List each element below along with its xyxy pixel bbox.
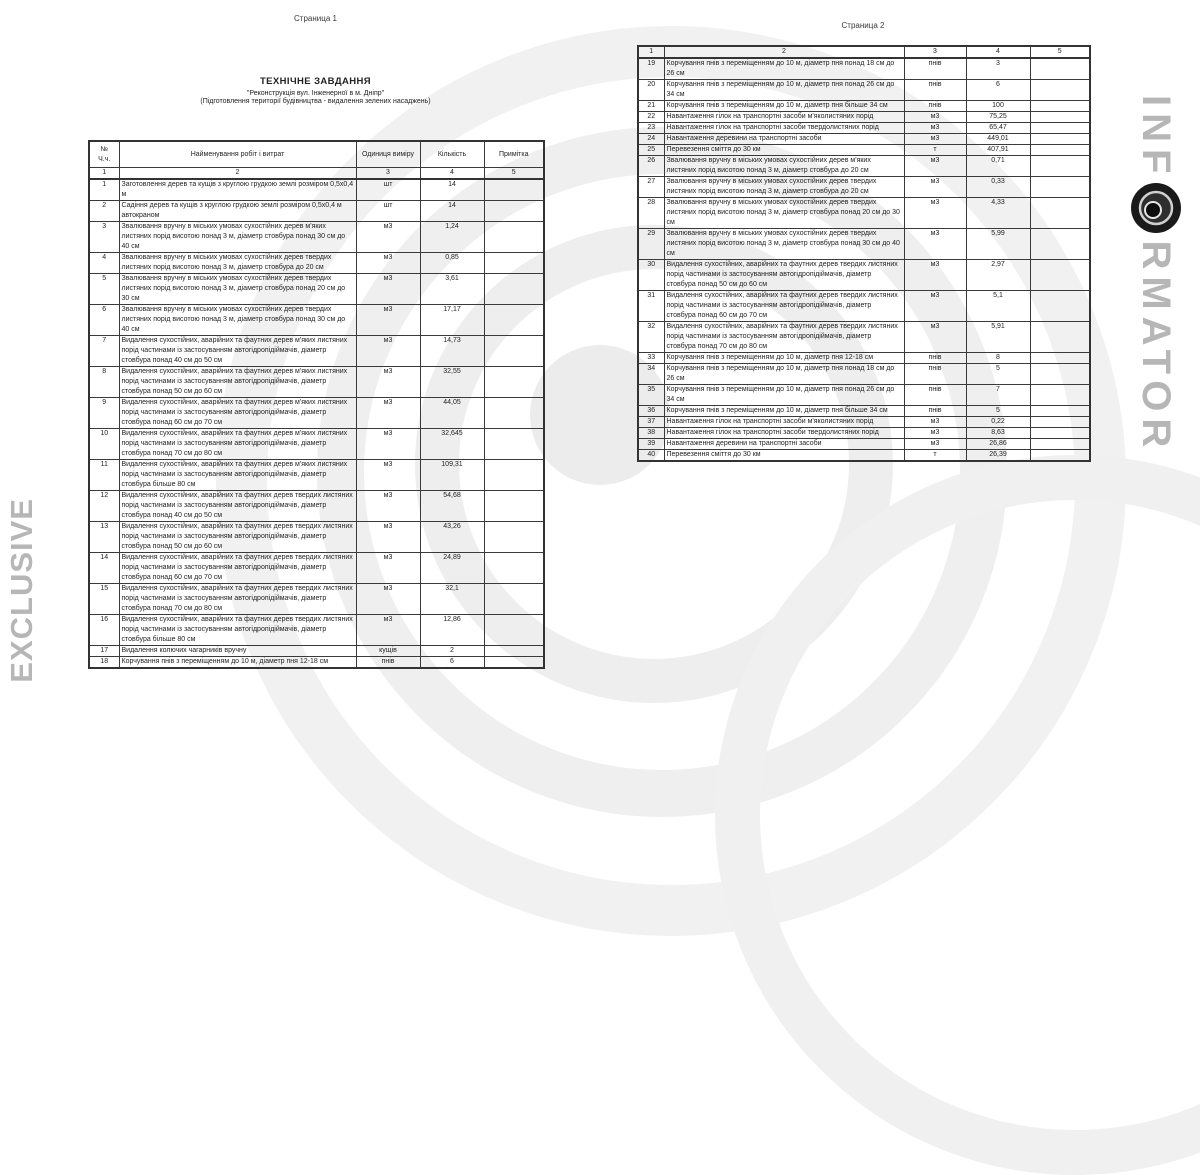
table-row bbox=[638, 145, 1090, 156]
unit-cell: м3 bbox=[356, 460, 420, 491]
quantity-cell: 4,33 bbox=[966, 198, 1030, 229]
work-name-cell: Видалення сухостійних, аварійних та фаутних дерев твердих листяних порід частинами із застосуванням автогідропідіймачів, діаметр стовбура понад 70 см до 80 см bbox=[664, 322, 904, 353]
unit-cell: м3 bbox=[904, 428, 966, 439]
quantity-cell: 5 bbox=[966, 406, 1030, 417]
work-name-cell: Корчування пнів з переміщенням до 10 м, діаметр пня понад 26 см до 34 см bbox=[664, 80, 904, 101]
work-name-cell: Навантаження деревини на транспортні засоби bbox=[664, 134, 904, 145]
unit-cell: м3 bbox=[356, 274, 420, 305]
note-cell bbox=[1030, 177, 1090, 198]
unit-cell: т bbox=[904, 145, 966, 156]
table-row bbox=[638, 417, 1090, 428]
quantity-cell: 449,01 bbox=[966, 134, 1030, 145]
quantity-cell: 8,63 bbox=[966, 428, 1030, 439]
row-number-cell: 12 bbox=[89, 491, 119, 522]
table-row bbox=[89, 179, 544, 201]
table-row bbox=[89, 553, 544, 584]
informator-eye-logo-icon bbox=[1132, 182, 1184, 238]
table-row bbox=[638, 439, 1090, 450]
note-cell bbox=[1030, 385, 1090, 406]
note-cell bbox=[484, 657, 544, 669]
quantity-cell: 5,99 bbox=[966, 229, 1030, 260]
unit-cell: м3 bbox=[904, 123, 966, 134]
work-name-cell: Перевезення сміття до 30 км bbox=[664, 450, 904, 462]
row-number-cell: 18 bbox=[89, 657, 119, 669]
note-cell bbox=[1030, 145, 1090, 156]
table-row bbox=[89, 491, 544, 522]
row-number-cell: 37 bbox=[638, 417, 664, 428]
table-row bbox=[89, 429, 544, 460]
work-name-cell: Видалення сухостійних, аварійних та фаутних дерев твердих листяних порід частинами із застосуванням автогідропідіймачів, діаметр стовбура понад 60 см до 70 см bbox=[119, 553, 356, 584]
row-number-cell: 35 bbox=[638, 385, 664, 406]
quantity-cell: 14 bbox=[420, 179, 484, 201]
table-row bbox=[89, 584, 544, 615]
unit-cell: м3 bbox=[904, 229, 966, 260]
work-name-cell: Видалення сухостійних, аварійних та фаутних дерев м'яких листяних порід частинами із застосуванням автогідропідіймачів, діаметр стовбура понад 70 см до 80 см bbox=[119, 429, 356, 460]
work-name-cell: Корчування пнів з переміщенням до 10 м, діаметр пня більше 34 см bbox=[664, 406, 904, 417]
unit-cell: м3 bbox=[904, 291, 966, 322]
work-name-cell: Видалення сухостійних, аварійних та фаутних дерев твердих листяних порід частинами із застосуванням автогідропідіймачів, діаметр стовбура понад 50 см до 60 см bbox=[119, 522, 356, 553]
work-name-cell: Корчування пнів з переміщенням до 10 м, діаметр пня більше 34 см bbox=[664, 101, 904, 112]
unit-cell: кущів bbox=[356, 646, 420, 657]
unit-cell: пнів bbox=[904, 364, 966, 385]
unit-cell: пнів bbox=[904, 353, 966, 364]
col-header-unit: Одиниця виміру bbox=[356, 141, 420, 168]
quantity-cell: 17,17 bbox=[420, 305, 484, 336]
note-cell bbox=[1030, 450, 1090, 462]
work-name-cell: Корчування пнів з переміщенням до 10 м, діаметр пня 12-18 см bbox=[119, 657, 356, 669]
table-row bbox=[638, 134, 1090, 145]
page2-label: Страница 2 bbox=[841, 21, 885, 30]
exclusive-watermark: EXCLUSIVE bbox=[4, 498, 39, 683]
column-numbers-row bbox=[89, 168, 544, 180]
table-row bbox=[89, 460, 544, 491]
unit-cell: м3 bbox=[356, 491, 420, 522]
row-number-cell: 32 bbox=[638, 322, 664, 353]
row-number-cell: 28 bbox=[638, 198, 664, 229]
quantity-cell: 8 bbox=[966, 353, 1030, 364]
work-name-cell: Звалювання вручну в міських умовах сухостійних дерев твердих листяних порід висотою понад 3 м, діаметр стовбура до 20 см bbox=[664, 177, 904, 198]
quantity-cell: 2,97 bbox=[966, 260, 1030, 291]
document-title: ТЕХНІЧНЕ ЗАВДАННЯ bbox=[259, 76, 371, 87]
row-number-cell: 26 bbox=[638, 156, 664, 177]
works-table-page1 bbox=[88, 140, 545, 669]
table-row bbox=[89, 253, 544, 274]
note-cell bbox=[484, 305, 544, 336]
table-row bbox=[638, 291, 1090, 322]
work-name-cell: Корчування пнів з переміщенням до 10 м, діаметр пня понад 26 см до 34 см bbox=[664, 385, 904, 406]
row-number-cell: 20 bbox=[638, 80, 664, 101]
row-number-cell: 5 bbox=[89, 274, 119, 305]
unit-cell: пнів bbox=[904, 385, 966, 406]
row-number-cell: 10 bbox=[89, 429, 119, 460]
note-cell bbox=[484, 253, 544, 274]
row-number-cell: 19 bbox=[638, 58, 664, 80]
note-cell bbox=[484, 222, 544, 253]
row-number-cell: 4 bbox=[89, 253, 119, 274]
row-number-cell: 3 bbox=[89, 222, 119, 253]
col-num: 1 bbox=[89, 168, 119, 180]
note-cell bbox=[1030, 58, 1090, 80]
unit-cell: м3 bbox=[904, 198, 966, 229]
document-subtitle: "Реконструкція вул. Інженерної в м. Дніпр" bbox=[246, 90, 385, 97]
quantity-cell: 109,31 bbox=[420, 460, 484, 491]
quantity-cell: 1,24 bbox=[420, 222, 484, 253]
table-row bbox=[89, 522, 544, 553]
table-row bbox=[89, 274, 544, 305]
unit-cell: м3 bbox=[356, 367, 420, 398]
document-title-block bbox=[88, 76, 543, 105]
note-cell bbox=[484, 179, 544, 201]
col-header-name: Найменування робіт і витрат bbox=[119, 141, 356, 168]
note-cell bbox=[484, 367, 544, 398]
note-cell bbox=[484, 491, 544, 522]
quantity-cell: 14,73 bbox=[420, 336, 484, 367]
quantity-cell: 5,1 bbox=[966, 291, 1030, 322]
row-number-cell: 13 bbox=[89, 522, 119, 553]
table-row bbox=[638, 229, 1090, 260]
col-num: 4 bbox=[420, 168, 484, 180]
work-name-cell: Видалення сухостійних, аварійних та фаутних дерев м'яких листяних порід частинами із застосуванням автогідропідіймачів, діаметр стовбура більше 80 см bbox=[119, 460, 356, 491]
unit-cell: м3 bbox=[904, 322, 966, 353]
informator-text-bottom: RMATOR bbox=[1134, 240, 1178, 455]
unit-cell: м3 bbox=[356, 305, 420, 336]
unit-cell: м3 bbox=[356, 253, 420, 274]
col-num: 5 bbox=[484, 168, 544, 180]
work-name-cell: Звалювання вручну в міських умовах сухостійних дерев твердих листяних порід висотою понад 3 м, діаметр стовбура понад 20 см до 30 см bbox=[119, 274, 356, 305]
work-name-cell: Садіння дерев та кущів з круглою грудкою землі розміром 0,5х0,4 м автокраном bbox=[119, 201, 356, 222]
work-name-cell: Звалювання вручну в міських умовах сухостійних дерев твердих листяних порід висотою понад 3 м, діаметр стовбура до 20 см bbox=[119, 253, 356, 274]
work-name-cell: Видалення сухостійних, аварійних та фаутних дерев твердих листяних порід частинами із застосуванням автогідропідіймачів, діаметр стовбура понад 70 см до 80 см bbox=[119, 584, 356, 615]
note-cell bbox=[1030, 439, 1090, 450]
quantity-cell: 32,645 bbox=[420, 429, 484, 460]
unit-cell: пнів bbox=[904, 406, 966, 417]
unit-cell: пнів bbox=[904, 101, 966, 112]
row-number-cell: 22 bbox=[638, 112, 664, 123]
row-number-cell: 34 bbox=[638, 364, 664, 385]
quantity-cell: 3,61 bbox=[420, 274, 484, 305]
note-cell bbox=[484, 553, 544, 584]
table-row bbox=[89, 201, 544, 222]
work-name-cell: Видалення колючих чагарників вручну bbox=[119, 646, 356, 657]
row-number-cell: 16 bbox=[89, 615, 119, 646]
quantity-cell: 44,05 bbox=[420, 398, 484, 429]
unit-cell: шт bbox=[356, 201, 420, 222]
unit-cell: м3 bbox=[356, 522, 420, 553]
row-number-cell: 14 bbox=[89, 553, 119, 584]
work-name-cell: Корчування пнів з переміщенням до 10 м, діаметр пня понад 18 см до 26 см bbox=[664, 58, 904, 80]
table-row bbox=[89, 336, 544, 367]
row-number-cell: 33 bbox=[638, 353, 664, 364]
quantity-cell: 24,89 bbox=[420, 553, 484, 584]
note-cell bbox=[1030, 364, 1090, 385]
table-row bbox=[638, 177, 1090, 198]
note-cell bbox=[484, 584, 544, 615]
work-name-cell: Видалення сухостійних, аварійних та фаутних дерев твердих листяних порід частинами із застосуванням автогідропідіймачів, діаметр стовбура більше 80 см bbox=[119, 615, 356, 646]
unit-cell: м3 bbox=[356, 222, 420, 253]
unit-cell: т bbox=[904, 450, 966, 462]
work-name-cell: Видалення сухостійних, аварійних та фаутних дерев м'яких листяних порід частинами із застосуванням автогідропідіймачів, діаметр стовбура понад 50 см до 60 см bbox=[119, 367, 356, 398]
note-cell bbox=[1030, 322, 1090, 353]
informator-text-top: INF bbox=[1134, 95, 1178, 181]
quantity-cell: 0,22 bbox=[966, 417, 1030, 428]
row-number-cell: 1 bbox=[89, 179, 119, 201]
unit-cell: м3 bbox=[356, 429, 420, 460]
quantity-cell: 0,71 bbox=[966, 156, 1030, 177]
quantity-cell: 7 bbox=[966, 385, 1030, 406]
table-row bbox=[89, 398, 544, 429]
note-cell bbox=[484, 522, 544, 553]
table-row bbox=[638, 101, 1090, 112]
table-row bbox=[638, 353, 1090, 364]
unit-cell: м3 bbox=[904, 417, 966, 428]
quantity-cell: 32,55 bbox=[420, 367, 484, 398]
row-number-cell: 2 bbox=[89, 201, 119, 222]
quantity-cell: 75,25 bbox=[966, 112, 1030, 123]
quantity-cell: 2 bbox=[420, 646, 484, 657]
table-row bbox=[89, 615, 544, 646]
work-name-cell: Навантаження деревини на транспортні засоби bbox=[664, 439, 904, 450]
work-name-cell: Корчування пнів з переміщенням до 10 м, діаметр пня 12-18 см bbox=[664, 353, 904, 364]
col-num: 1 bbox=[638, 46, 664, 58]
note-cell bbox=[484, 646, 544, 657]
quantity-cell: 0,85 bbox=[420, 253, 484, 274]
note-cell bbox=[1030, 123, 1090, 134]
row-number-cell: 23 bbox=[638, 123, 664, 134]
table-row bbox=[638, 428, 1090, 439]
table-row bbox=[638, 385, 1090, 406]
row-number-cell: 11 bbox=[89, 460, 119, 491]
work-name-cell: Звалювання вручну в міських умовах сухостійних дерев м'яких листяних порід висотою понад 3 м, діаметр стовбура понад 30 см до 40 см bbox=[119, 222, 356, 253]
row-number-cell: 24 bbox=[638, 134, 664, 145]
unit-cell: пнів bbox=[904, 58, 966, 80]
row-number-cell: 7 bbox=[89, 336, 119, 367]
row-number-cell: 21 bbox=[638, 101, 664, 112]
document-subtitle-2: (Підготовлення території будівництва - видалення зелених насаджень) bbox=[200, 98, 431, 105]
work-name-cell: Видалення сухостійних, аварійних та фаутних дерев м'яких листяних порід частинами із застосуванням автогідропідіймачів, діаметр стовбура понад 60 см до 70 см bbox=[119, 398, 356, 429]
col-header-note: Примітка bbox=[484, 141, 544, 168]
row-number-cell: 6 bbox=[89, 305, 119, 336]
work-name-cell: Звалювання вручну в міських умовах сухостійних дерев м'яких листяних порід висотою понад 3 м, діаметр стовбура до 20 см bbox=[664, 156, 904, 177]
table-row bbox=[89, 305, 544, 336]
quantity-cell: 54,68 bbox=[420, 491, 484, 522]
work-name-cell: Корчування пнів з переміщенням до 10 м, діаметр пня понад 18 см до 26 см bbox=[664, 364, 904, 385]
quantity-cell: 6 bbox=[966, 80, 1030, 101]
unit-cell: м3 bbox=[904, 439, 966, 450]
note-cell bbox=[1030, 417, 1090, 428]
row-number-cell: 25 bbox=[638, 145, 664, 156]
work-name-cell: Навантаження гілок на транспортні засоби м'яколистяних порід bbox=[664, 417, 904, 428]
table-row bbox=[638, 406, 1090, 417]
unit-cell: пнів bbox=[356, 657, 420, 669]
work-name-cell: Звалювання вручну в міських умовах сухостійних дерев твердих листяних порід висотою понад 3 м, діаметр стовбура понад 30 см до 40 см bbox=[119, 305, 356, 336]
note-cell bbox=[1030, 353, 1090, 364]
work-name-cell: Навантаження гілок на транспортні засоби твердолистяних порід bbox=[664, 123, 904, 134]
table-row bbox=[638, 112, 1090, 123]
unit-cell: м3 bbox=[904, 156, 966, 177]
quantity-cell: 65,47 bbox=[966, 123, 1030, 134]
work-name-cell: Звалювання вручну в міських умовах сухостійних дерев твердих листяних порід висотою понад 3 м, діаметр стовбура понад 30 см до 40 см bbox=[664, 229, 904, 260]
quantity-cell: 5 bbox=[966, 364, 1030, 385]
informator-watermark bbox=[1128, 95, 1184, 454]
table-row bbox=[638, 58, 1090, 80]
work-name-cell: Навантаження гілок на транспортні засоби м'яколистяних порід bbox=[664, 112, 904, 123]
unit-cell: м3 bbox=[904, 260, 966, 291]
unit-cell: пнів bbox=[904, 80, 966, 101]
note-cell bbox=[484, 201, 544, 222]
row-number-cell: 38 bbox=[638, 428, 664, 439]
table-row bbox=[89, 646, 544, 657]
row-number-cell: 27 bbox=[638, 177, 664, 198]
note-cell bbox=[484, 429, 544, 460]
row-number-cell: 9 bbox=[89, 398, 119, 429]
note-cell bbox=[1030, 428, 1090, 439]
table-row bbox=[89, 657, 544, 669]
table-header-row bbox=[89, 141, 544, 168]
quantity-cell: 0,33 bbox=[966, 177, 1030, 198]
table-row bbox=[638, 156, 1090, 177]
work-name-cell: Заготовлення дерев та кущів з круглою грудкою землі розміром 0,5х0,4 м bbox=[119, 179, 356, 201]
table-row bbox=[638, 364, 1090, 385]
row-number-cell: 17 bbox=[89, 646, 119, 657]
table-row bbox=[89, 222, 544, 253]
row-number-cell: 15 bbox=[89, 584, 119, 615]
row-number-cell: 30 bbox=[638, 260, 664, 291]
col-header-number: № Ч.ч. bbox=[89, 141, 119, 168]
note-cell bbox=[1030, 229, 1090, 260]
note-cell bbox=[1030, 80, 1090, 101]
note-cell bbox=[1030, 291, 1090, 322]
table-row bbox=[89, 367, 544, 398]
note-cell bbox=[1030, 112, 1090, 123]
quantity-cell: 12,86 bbox=[420, 615, 484, 646]
note-cell bbox=[484, 615, 544, 646]
note-cell bbox=[1030, 101, 1090, 112]
col-num: 3 bbox=[904, 46, 966, 58]
col-num: 2 bbox=[664, 46, 904, 58]
unit-cell: м3 bbox=[904, 134, 966, 145]
table-row bbox=[638, 450, 1090, 462]
table-row bbox=[638, 80, 1090, 101]
unit-cell: шт bbox=[356, 179, 420, 201]
row-number-cell: 29 bbox=[638, 229, 664, 260]
work-name-cell: Навантаження гілок на транспортні засоби твердолистяних порід bbox=[664, 428, 904, 439]
quantity-cell: 407,91 bbox=[966, 145, 1030, 156]
row-number-cell: 39 bbox=[638, 439, 664, 450]
note-cell bbox=[1030, 156, 1090, 177]
table-row bbox=[638, 198, 1090, 229]
note-cell bbox=[484, 460, 544, 491]
quantity-cell: 32,1 bbox=[420, 584, 484, 615]
note-cell bbox=[1030, 198, 1090, 229]
note-cell bbox=[484, 398, 544, 429]
col-num: 5 bbox=[1030, 46, 1090, 58]
col-num: 4 bbox=[966, 46, 1030, 58]
work-name-cell: Видалення сухостійних, аварійних та фаутних дерев твердих листяних порід частинами із застосуванням автогідропідіймачів, діаметр стовбура понад 50 см до 60 см bbox=[664, 260, 904, 291]
col-header-quantity: Кількість bbox=[420, 141, 484, 168]
table-row bbox=[638, 123, 1090, 134]
quantity-cell: 14 bbox=[420, 201, 484, 222]
unit-cell: м3 bbox=[356, 615, 420, 646]
works-table-page2 bbox=[637, 45, 1091, 462]
row-number-cell: 40 bbox=[638, 450, 664, 462]
note-cell bbox=[1030, 260, 1090, 291]
note-cell bbox=[1030, 134, 1090, 145]
quantity-cell: 5,91 bbox=[966, 322, 1030, 353]
col-num: 2 bbox=[119, 168, 356, 180]
table-row bbox=[638, 260, 1090, 291]
unit-cell: м3 bbox=[904, 112, 966, 123]
note-cell bbox=[1030, 406, 1090, 417]
unit-cell: м3 bbox=[356, 336, 420, 367]
column-numbers-row bbox=[638, 46, 1090, 58]
work-name-cell: Видалення сухостійних, аварійних та фаутних дерев твердих листяних порід частинами із застосуванням автогідропідіймачів, діаметр стовбура понад 40 см до 50 см bbox=[119, 491, 356, 522]
note-cell bbox=[484, 274, 544, 305]
quantity-cell: 26,39 bbox=[966, 450, 1030, 462]
unit-cell: м3 bbox=[356, 553, 420, 584]
row-number-cell: 36 bbox=[638, 406, 664, 417]
row-number-cell: 8 bbox=[89, 367, 119, 398]
page1-label: Страница 1 bbox=[294, 14, 337, 23]
quantity-cell: 26,86 bbox=[966, 439, 1030, 450]
quantity-cell: 6 bbox=[420, 657, 484, 669]
quantity-cell: 3 bbox=[966, 58, 1030, 80]
row-number-cell: 31 bbox=[638, 291, 664, 322]
table-row bbox=[638, 322, 1090, 353]
unit-cell: м3 bbox=[356, 584, 420, 615]
col-num: 3 bbox=[356, 168, 420, 180]
work-name-cell: Видалення сухостійних, аварійних та фаутних дерев м'яких листяних порід частинами із застосуванням автогідропідіймачів, діаметр стовбура понад 40 см до 50 см bbox=[119, 336, 356, 367]
work-name-cell: Перевезення сміття до 30 км bbox=[664, 145, 904, 156]
work-name-cell: Звалювання вручну в міських умовах сухостійних дерев твердих листяних порід висотою понад 3 м, діаметр стовбура понад 20 см до 30 см bbox=[664, 198, 904, 229]
note-cell bbox=[484, 336, 544, 367]
unit-cell: м3 bbox=[904, 177, 966, 198]
quantity-cell: 100 bbox=[966, 101, 1030, 112]
unit-cell: м3 bbox=[356, 398, 420, 429]
work-name-cell: Видалення сухостійних, аварійних та фаутних дерев твердих листяних порід частинами із застосуванням автогідропідіймачів, діаметр стовбура понад 60 см до 70 см bbox=[664, 291, 904, 322]
quantity-cell: 43,26 bbox=[420, 522, 484, 553]
